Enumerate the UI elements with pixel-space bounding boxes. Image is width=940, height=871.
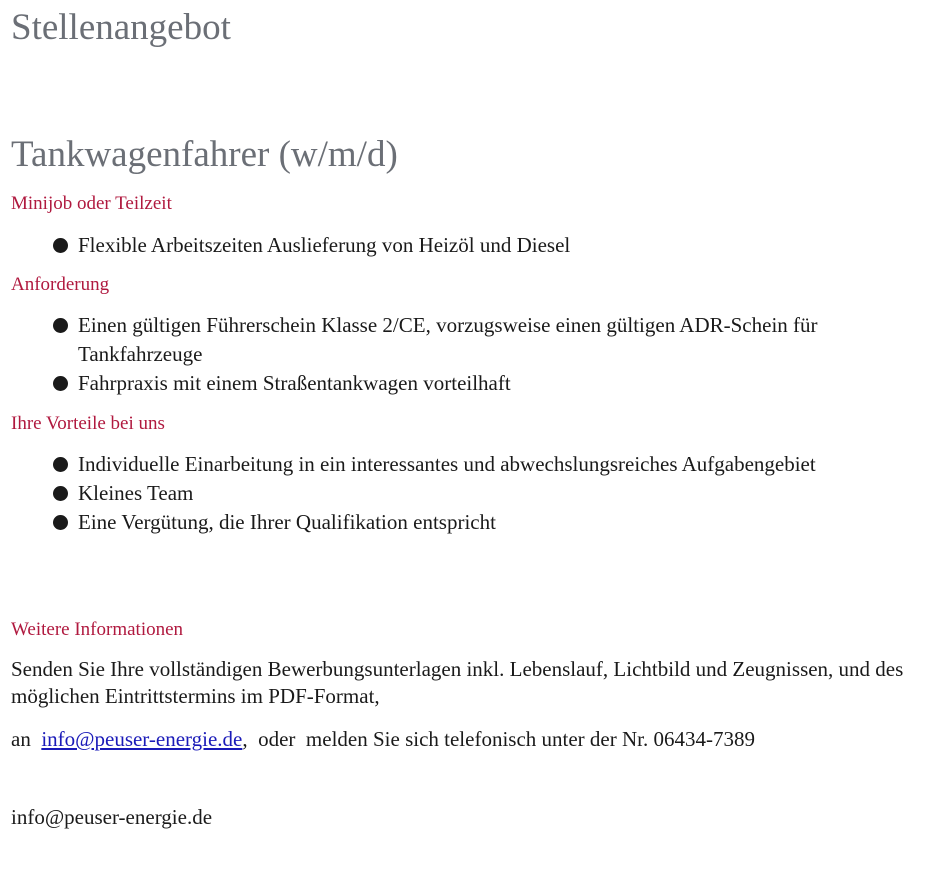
bullet-icon (53, 515, 68, 530)
list-item-text: Individuelle Einarbeitung in ein interessantes und abwechslungsreiches Aufgabengebiet (78, 452, 816, 476)
footer-email: info@peuser-energie.de (11, 805, 213, 829)
list-item-text: Fahrpraxis mit einem Straßentankwagen vorteilhaft (78, 371, 511, 395)
section-heading-benefits: Ihre Vorteile bei uns (11, 413, 165, 434)
list-item (51, 450, 891, 479)
bullet-icon (53, 376, 68, 391)
bullet-icon (53, 238, 68, 253)
list-item (51, 311, 891, 369)
application-instructions: Senden Sie Ihre vollständigen Bewerbungsunterlagen inkl. Lebenslauf, Lichtbild und Zeugnissen, und des möglichen Eintrittstermins im PDF-Format, (11, 657, 904, 708)
bullet-icon (53, 318, 68, 333)
list-item-text: Eine Vergütung, die Ihrer Qualifikation entspricht (78, 510, 496, 534)
bullet-icon (53, 486, 68, 501)
list-item (51, 231, 891, 260)
list-item (51, 369, 891, 398)
contact-prefix: an (11, 727, 31, 751)
section-heading-more-info: Weitere Informationen (11, 619, 184, 640)
list-item-text: Flexible Arbeitszeiten Auslieferung von Heizöl und Diesel (78, 233, 571, 257)
section-heading-employment: Minijob oder Teilzeit (11, 193, 172, 214)
list-item-text: Einen gültigen Führerschein Klasse 2/CE, vorzugsweise einen gültigen ADR-Schein für Tankfahrzeuge (78, 313, 818, 366)
list-item-text: Kleines Team (78, 481, 194, 505)
list-item (51, 479, 891, 508)
contact-line (11, 726, 755, 753)
section-heading-requirements: Anforderung (11, 274, 110, 295)
job-title: Tankwagenfahrer (w/m/d) (11, 134, 398, 175)
list-item (51, 508, 891, 537)
requirements-list (51, 311, 891, 398)
benefits-list (51, 450, 891, 537)
employment-list (51, 231, 891, 260)
email-link[interactable]: info@peuser-energie.de (41, 727, 243, 751)
page-title: Stellenangebot (11, 7, 231, 48)
bullet-icon (53, 457, 68, 472)
contact-suffix: , oder melden Sie sich telefonisch unter der Nr. 06434-7389 (242, 727, 755, 751)
